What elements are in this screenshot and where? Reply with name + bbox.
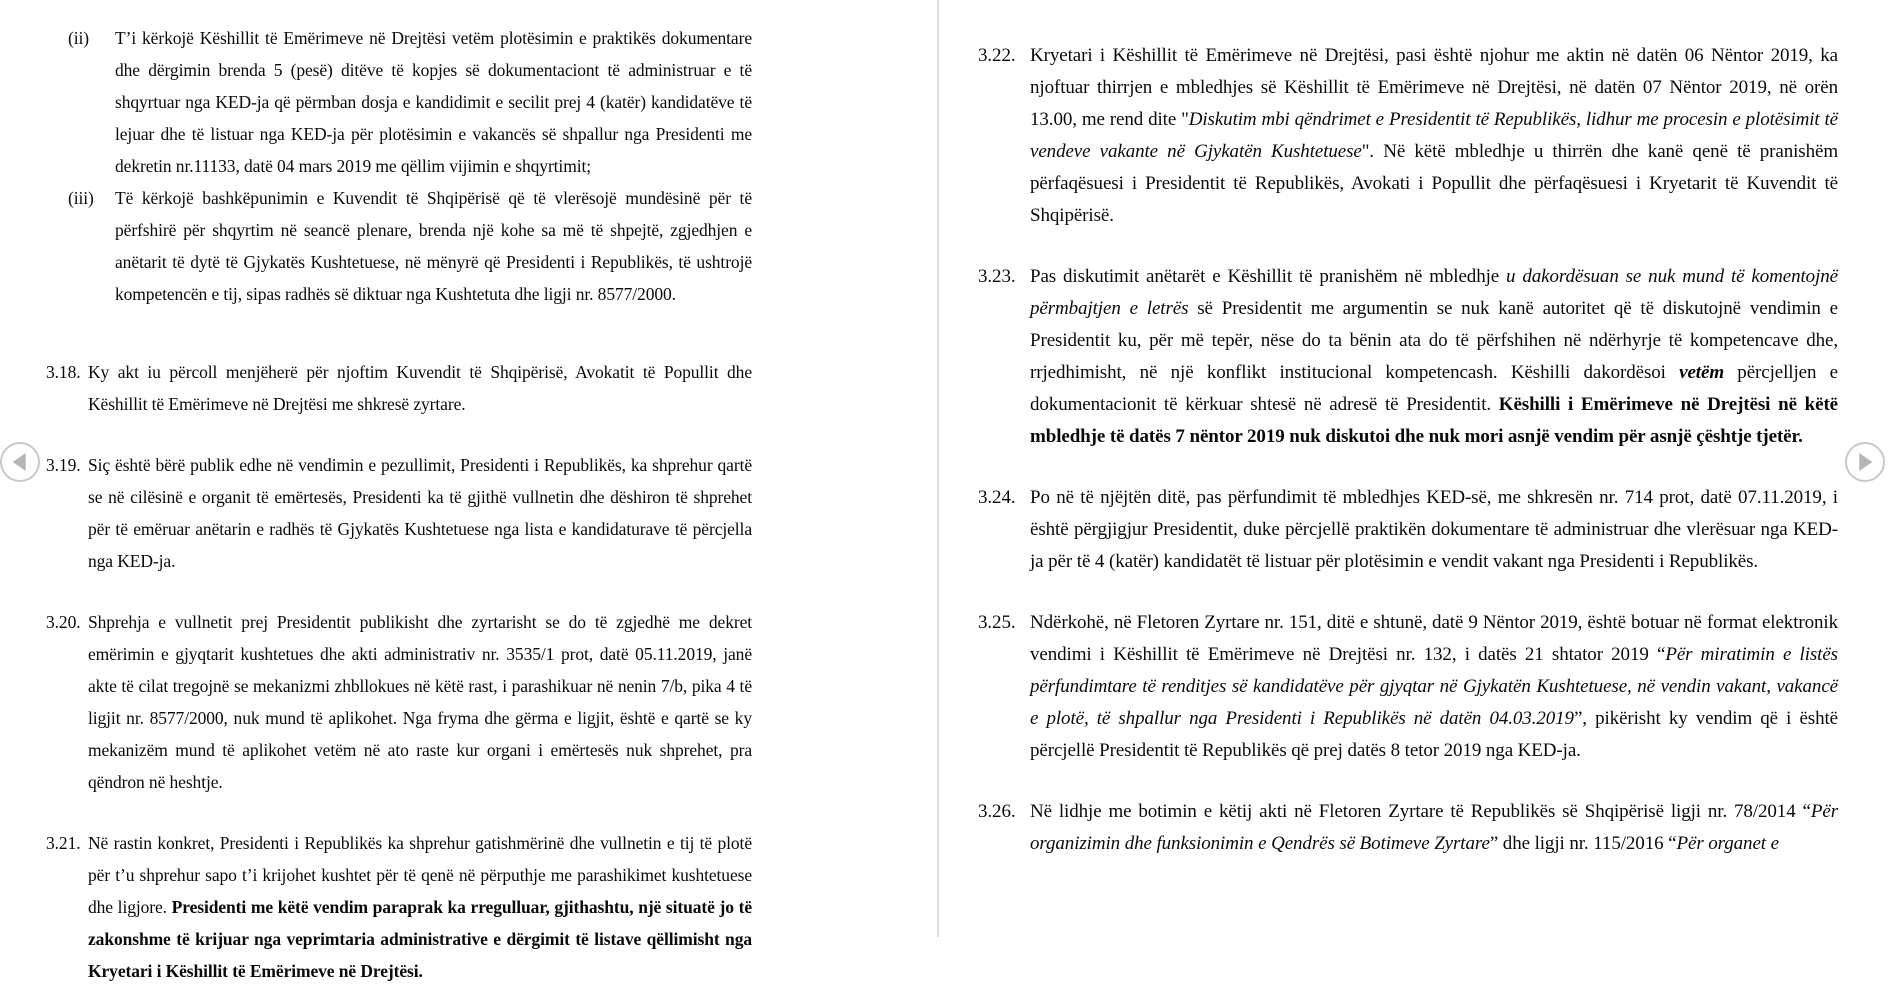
paragraph-number: (iii) xyxy=(68,188,94,208)
page-left xyxy=(46,22,752,987)
paragraph-text: Këshilli i Emërimeve në Drejtësi në këtë mbledhje të datës 7 nëntor 2019 nuk diskutoi dhe nuk mori asnjë vendim për asnjë çështje tjetër. xyxy=(1030,394,1839,447)
paragraph-3-20 xyxy=(46,606,752,798)
paragraph-text: përcjelljen e dokumentacionit të kërkuar shtesë në adresë të Presidentit. xyxy=(1030,362,1838,415)
paragraph-text: Siç është bërë publik edhe në vendimin e pezullimit, Presidenti i Republikës, ka shprehur qartë se në cilësinë e organit të emërtesës, Presidenti ka të gjithë vullnetin dhe dëshiron të shprehet për të emëruar anëtarin e radhës të Gjykatës Kushtetuese nga lista e kandidaturave të përcjella nga KED-ja. xyxy=(88,455,752,571)
paragraph-3-23 xyxy=(978,261,1838,453)
chevron-right-icon xyxy=(1859,453,1872,471)
paragraph-text: ”, pikërisht ky vendim që i është përcjellë Presidentit të Republikës që prej datës 8 tetor 2019 nga KED-ja. xyxy=(1030,708,1838,761)
paragraph-number: 3.20. xyxy=(46,612,81,632)
paragraph-text: ". Në këtë mbledhje u thirrën dhe kanë qenë të pranishëm përfaqësuesi i Presidentit të Republikës, Avokati i Popullit dhe përfaqësuesi i Kryetarit të Kuvendit të Shqipërisë. xyxy=(1030,141,1838,226)
paragraph-text: Kryetari i Këshillit të Emërimeve në Drejtësi, pasi është njohur me aktin në datën 06 Nëntor 2019, ka njoftuar thirrjen e mbledhjes së Këshillit të Emërimeve në Drejtësi, në datën 07 Nëntor 2019, në orën 13.00, me rend dite " xyxy=(1030,45,1838,130)
paragraph-text: Diskutim mbi qëndrimet e Presidentit të Republikës, lidhur me procesin e plotësimit të vendeve vakante në Gjykatën Kushtetuese xyxy=(1030,109,1839,162)
page-divider xyxy=(937,0,939,937)
paragraph-text: së Presidentit me argumentin se nuk kanë autoritet që të diskutojnë vendimin e Presidentit ku, për më tepër, nëse do ta bënin ata do të përfshihen në ndërhyrje të kompetencave dhe, rrjedhimisht, në një konflikt institucional kompetencash. Këshilli dakordësoi xyxy=(1030,298,1838,383)
paragraph-3-22 xyxy=(978,40,1838,232)
paragraph-number: 3.21. xyxy=(46,833,81,853)
paragraph-iii xyxy=(46,182,752,310)
paragraph-ii xyxy=(46,22,752,182)
paragraph-text: Presidenti me këtë vendim paraprak ka rregulluar, gjithashtu, një situatë jo të zakonshme të krijuar nga veprimtaria administrative e dërgimit të listave qëllimisht nga Kryetari i Këshillit të Emërimeve në Drejtësi. xyxy=(88,897,753,981)
paragraph-number: 3.24. xyxy=(978,487,1016,508)
paragraph-text: Për miratimin e listës përfundimtare të renditjes së kandidatëve për gjyqtar në Gjykatën Kushtetuese, në vendin vakant, vakancë e plotë, të shpallur nga Presidenti i Republikës në datën 04.03.2019 xyxy=(1030,644,1838,729)
paragraph-text: Të kërkojë bashkëpunimin e Kuvendit të Shqipërisë që të vlerësojë mundësinë për të përfshirë për shqyrtim në seancë plenare, brenda një kohe sa më të shpejtë, zgjedhjen e anëtarit të dytë të Gjykatës Kushtetuese, në mënyrë që Presidenti i Republikës, të ushtrojë kompetencën e tij, sipas radhës së diktuar nga Kushtetuta dhe ligji nr. 8577/2000. xyxy=(115,188,752,304)
paragraph-text: ” dhe ligji nr. 115/2016 “ xyxy=(1489,833,1677,854)
paragraph-text: Shprehja e vullnetit prej Presidentit publikisht dhe zyrtarisht se do të zgjedhë me dekret emërimin e gjyqtarit kushtetues dhe akti administrativ nr. 3535/1 prot, datë 05.11.2019, janë akte të cilat tregojnë se mekanizmi zhbllokues në këtë rast, i parashikuar në nenin 7/b, pika 4 të ligjit nr. 8577/2000, nuk mund të aplikohet. Nga fryma dhe gërma e ligjit, është e qartë se ky mekanizëm mund të aplikohet vetëm në ato raste kur organi i emërtesës nuk shprehet, pra qëndron në heshtje. xyxy=(88,612,752,792)
paragraph-number: 3.22. xyxy=(978,45,1016,66)
chevron-left-icon xyxy=(13,453,26,471)
paragraph-text: Po në të njëjtën ditë, pas përfundimit të mbledhjes KED-së, me shkresën nr. 714 prot, datë 07.11.2019, i është përgjigjur Presidentit, duke përcjellë praktikën dokumentare të administruar dhe vlerësuar nga KED-ja për të 4 (katër) kandidatët të listuar për plotësimin e vendit vakant nga Presidenti i Republikës. xyxy=(1030,487,1838,572)
paragraph-number: 3.26. xyxy=(978,801,1016,822)
paragraph-text: vetëm xyxy=(1679,362,1724,383)
paragraph-3-25 xyxy=(978,607,1838,767)
paragraph-text: Pas diskutimit anëtarët e Këshillit të pranishëm në mbledhje xyxy=(1030,266,1507,287)
paragraph-text: Në lidhje me botimin e këtij akti në Fletoren Zyrtare të Republikës së Shqipërisë ligji nr. 78/2014 “ xyxy=(1030,801,1811,822)
paragraph-3-18 xyxy=(46,356,752,420)
previous-page-button[interactable] xyxy=(0,442,40,482)
paragraph-number: 3.25. xyxy=(978,612,1016,633)
paragraph-text: Për organet e xyxy=(1676,833,1779,854)
paragraph-text: Për organizimin dhe funksionimin e Qendrës së Botimeve Zyrtare xyxy=(1030,801,1838,854)
paragraph-number: 3.18. xyxy=(46,362,81,382)
paragraph-number: 3.19. xyxy=(46,455,81,475)
page-right xyxy=(978,40,1838,860)
paragraph-3-19 xyxy=(46,449,752,577)
paragraph-text: Në rastin konkret, Presidenti i Republikës ka shprehur gatishmërinë dhe vullnetin e tij të plotë për t’u shprehur sapo t’i krijohet kushtet për të qenë në përputhje me parashikimet kushtetuese dhe ligjore. xyxy=(88,833,752,917)
paragraph-number: 3.23. xyxy=(978,266,1016,287)
paragraph-text: T’i kërkojë Këshillit të Emërimeve në Drejtësi vetëm plotësimin e praktikës dokumentare dhe dërgimin brenda 5 (pesë) ditëve të kopjes së dokumentaciont të administruar e të shqyrtuar nga KED-ja që përmban dosja e kandidimit e secilit prej 4 (katër) kandidatëve të lejuar dhe të listuar nga KED-ja për plotësimin e vakancës së shpallur nga Presidenti me dekretin nr.11133, datë 04 mars 2019 me qëllim vijimin e shqyrtimit; xyxy=(115,28,752,176)
paragraph-text: u dakordësuan se nuk mund të komentojnë përmbajtjen e letrës xyxy=(1030,266,1838,319)
paragraph-3-24 xyxy=(978,482,1838,578)
paragraph-text: Ndërkohë, në Fletoren Zyrtare nr. 151, ditë e shtunë, datë 9 Nëntor 2019, është botuar në format elektronik vendimi i Këshillit të Emërimeve në Drejtësi nr. 132, i datës 21 shtator 2019 “ xyxy=(1030,612,1838,665)
next-page-button[interactable] xyxy=(1845,442,1885,482)
paragraph-number: (ii) xyxy=(68,28,89,48)
paragraph-text: Ky akt iu përcoll menjëherë për njoftim Kuvendit të Shqipërisë, Avokatit të Popullit dhe Këshillit të Emërimeve në Drejtësi me shkresë zyrtare. xyxy=(88,362,752,414)
paragraph-3-26 xyxy=(978,796,1838,860)
paragraph-3-21 xyxy=(46,827,752,987)
